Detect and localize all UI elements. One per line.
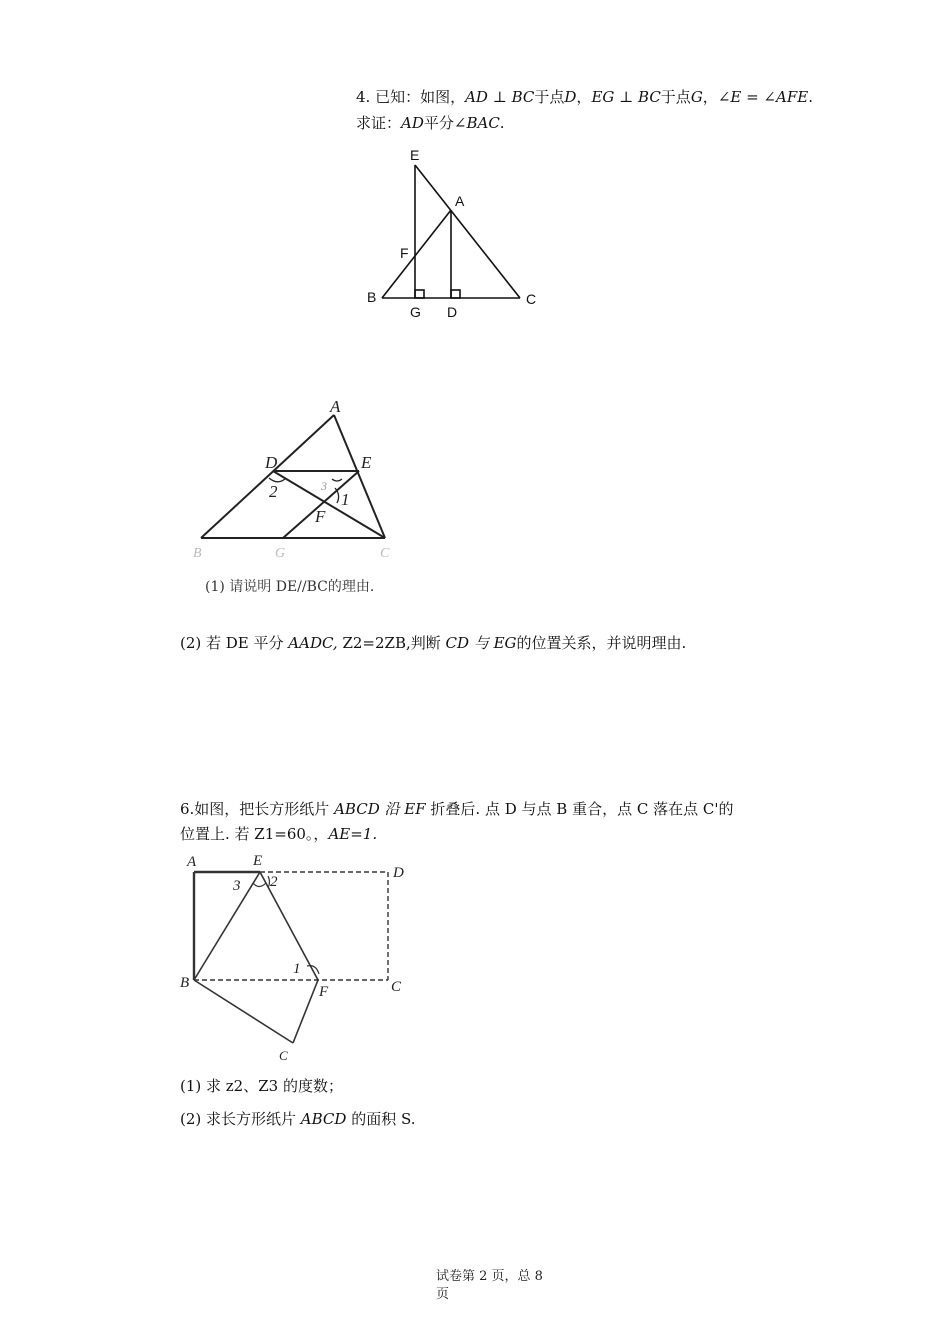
q5-label-g: G (275, 546, 286, 561)
q5-label-2: 2 (269, 482, 278, 501)
q4-math-d: D (564, 88, 577, 106)
q4-right-angle-d (451, 290, 460, 298)
q5-part1-text: (1) 请说明 DE//BC的理由. (205, 579, 375, 595)
q4-math-angle-bac: ∠BAC (453, 114, 500, 132)
q6-label-1: 1 (293, 961, 301, 977)
q6-label-f: F (319, 984, 329, 1000)
q5-math-cd: CD (445, 634, 470, 652)
q4-text: . (808, 88, 813, 106)
q5-label-b: B (193, 546, 202, 561)
q6-label-2: 2 (270, 874, 278, 890)
q6-segment-be (194, 872, 260, 980)
q4-label-d: D (447, 304, 458, 320)
q4-segment-ec (415, 165, 520, 298)
q6-geometry-figure (175, 848, 415, 1070)
q6-label-d: D (393, 865, 404, 881)
q4-label-f: F (400, 245, 409, 261)
q4-text: 平分 (423, 114, 454, 132)
q5-label-e: E (361, 453, 372, 472)
q6-math-ae: AE=1. (328, 825, 378, 843)
q6-label-e: E (253, 853, 263, 869)
q4-label-g: G (410, 304, 421, 320)
q4-math-eg-perp-bc: EG ⊥ BC (591, 88, 661, 106)
q6-segment-c-prime-f (293, 980, 318, 1043)
q5-text: 的位置关系，并说明理由. (516, 634, 687, 652)
q6-statement-line2 (180, 823, 377, 845)
q4-text: ， (576, 88, 592, 106)
q5-part2 (180, 632, 686, 654)
q6-text: 折叠后. 点 D 与点 B 重合，点 C 落在点 C'的 (425, 800, 734, 818)
q4-text: ， (702, 88, 718, 106)
q5-math-angle: AADC, (288, 634, 338, 652)
q6-label-c-prime: C (279, 1048, 288, 1063)
q4-math-ad-perp-bc: AD ⊥ BC (465, 88, 535, 106)
q4-label-a: A (455, 193, 465, 209)
q5-angle-mark-3 (332, 479, 342, 481)
q5-segment-ac (334, 415, 385, 538)
q4-label-b: B (367, 289, 377, 305)
q5-label-a: A (330, 397, 341, 416)
q4-text: 于点 (660, 88, 691, 106)
q5-text: 与 (469, 634, 494, 652)
q4-statement-line2 (356, 112, 505, 134)
q6-math-ef: EF (404, 800, 426, 818)
q4-statement-line1 (356, 86, 813, 108)
q6-label-3: 3 (233, 878, 241, 894)
q5-math-eg: EG (493, 634, 517, 652)
q6-part1 (180, 1075, 343, 1097)
q5-label-d: D (265, 453, 278, 472)
q6-label-a: A (187, 854, 197, 870)
q6-statement-line1 (180, 798, 733, 820)
q6-text: (2) 求长方形纸片 (180, 1110, 301, 1128)
q4-text: . (499, 114, 505, 132)
q4-math-ad: AD (401, 114, 424, 132)
q5-text: Z2=2ZB,判断 (337, 634, 446, 652)
q4-text: 于点 (534, 88, 565, 106)
q4-label-e: E (410, 147, 420, 163)
q5-segment-dc (273, 471, 385, 538)
q4-segment-ba (382, 210, 451, 298)
q5-label-c: C (380, 546, 390, 561)
q6-label-b: B (180, 975, 190, 991)
q6-part2 (180, 1108, 415, 1130)
q4-text: 4. 已知：如图， (356, 88, 466, 106)
q5-part1-cropped (195, 579, 425, 595)
q6-math-abcd: ABCD (300, 1110, 347, 1128)
q4-text: 求证： (356, 114, 402, 132)
q5-label-3: 3 (321, 479, 327, 493)
q4-label-c: C (526, 291, 537, 307)
q4-math-g: G (690, 88, 703, 106)
q6-segment-bc-prime (194, 980, 293, 1043)
q4-right-angle-g (415, 290, 424, 298)
q6-angle-mark-3 (253, 883, 266, 887)
q6-text: 沿 (379, 800, 405, 818)
q6-label-c: C (391, 979, 402, 995)
q5-geometry-figure (185, 395, 405, 565)
q4-geometry-figure (355, 140, 555, 325)
q6-text: 位置上. 若 Z1=60。， (180, 825, 329, 843)
q4-math-angle-equal: ∠E = ∠AFE (717, 88, 809, 106)
q5-label-f: F (315, 507, 326, 526)
page-footer-line2: 页 (436, 1287, 450, 1302)
page-footer (436, 1268, 543, 1304)
q6-part1-text: (1) 求 z2、Z3 的度数； (180, 1077, 343, 1095)
q6-text: 6.如图，把长方形纸片 (180, 800, 335, 818)
page-footer-line1: 试卷第 2 页，总 8 (436, 1269, 543, 1284)
q6-math-abcd: ABCD (334, 800, 380, 818)
q6-text: 的面积 S. (346, 1110, 416, 1128)
q6-segment-ef (260, 872, 318, 980)
q5-label-1: 1 (341, 490, 350, 509)
q5-text: (2) 若 DE 平分 (180, 634, 289, 652)
